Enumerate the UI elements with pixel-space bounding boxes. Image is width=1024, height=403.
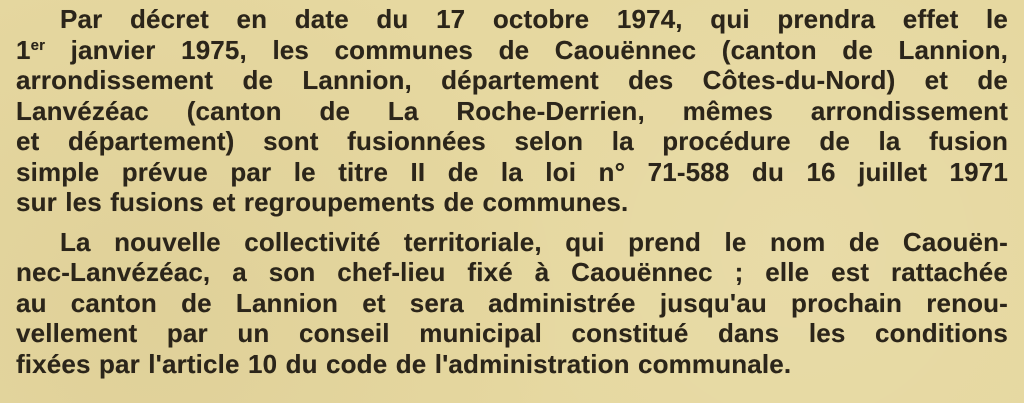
text-line: et département) sont fusionnées selon la procédure de la fusion	[16, 126, 1008, 156]
ordinal-number: 1	[16, 34, 31, 65]
ordinal-superscript: er	[30, 36, 46, 54]
text-line: fixées par l'article 10 du code de l'administration communale.	[16, 348, 792, 379]
text-line: au canton de Lannion et sera administrée jusqu'au prochain renou-	[16, 287, 1008, 318]
paragraph-gap	[16, 218, 1008, 227]
text-line: sur les fusions et regroupements de communes.	[16, 187, 629, 217]
text-line: La nouvelle collectivité territoriale, qui prend le nom de Caouën-	[60, 226, 1008, 257]
text-line: Lanvézéac (canton de La Roche-Derrien, mêmes arrondissement	[16, 95, 1008, 126]
paragraph-2	[16, 227, 1008, 380]
text-line: vellement par un conseil municipal constitué dans les conditions	[16, 318, 1008, 348]
text-line: nec-Lanvézéac, a son chef-lieu fixé à Caouënnec ; elle est rattachée	[16, 257, 1008, 287]
text-line: arrondissement de Lannion, département des Côtes-du-Nord) et de	[16, 65, 1008, 95]
paragraph-1	[16, 4, 1008, 218]
text-line-remainder: janvier 1975, les communes de Caouënnec (canton de Lannion,	[70, 34, 1008, 65]
text-line: Par décret en date du 17 octobre 1974, qui prendra effet le	[60, 4, 1008, 34]
text-line	[16, 35, 1008, 66]
text-line: simple prévue par le titre II de la loi n° 71-588 du 16 juillet 1971	[16, 156, 1008, 187]
